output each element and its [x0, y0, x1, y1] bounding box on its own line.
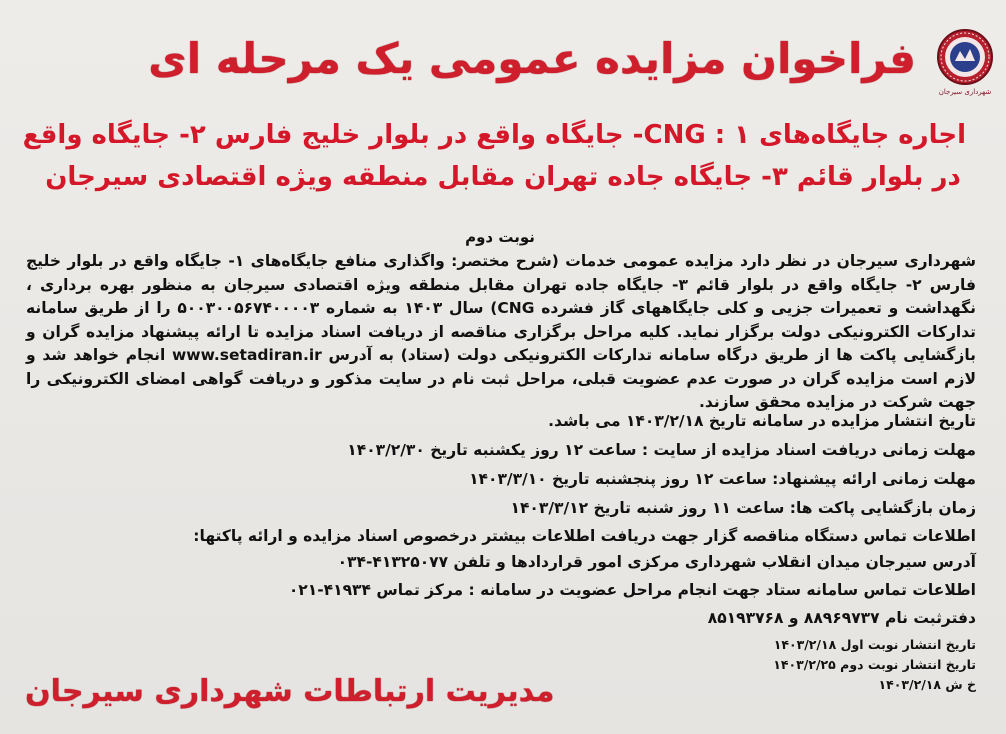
publication-code: خ ش ۱۴۰۳/۲/۱۸ [878, 677, 976, 692]
second-publication-date: تاریخ انتشار نوبت دوم ۱۴۰۳/۲/۲۵ [773, 657, 976, 672]
contact-info-title: اطلاعات تماس دستگاه مناقصه گزار جهت دریافت اطلاعات بیشتر درخصوص اسناد مزایده و ارائه پاکتها: [193, 527, 976, 545]
subtitle-line-2: در بلوار قائم ۳- جایگاه جاده تهران مقابل منطقه ویژه اقتصادی سیرجان [45, 162, 961, 192]
first-publication-date: تاریخ انتشار نوبت اول ۱۴۰۳/۲/۱۸ [773, 637, 976, 652]
setad-contact-line: اطلاعات تماس سامانه ستاد جهت انجام مراحل عضویت در سامانه : مرکز تماس ۴۱۹۳۴-۰۲۱ [288, 581, 976, 599]
municipality-logo-icon [936, 28, 994, 86]
envelope-opening-line: زمان بازگشایی پاکت ها: ساعت ۱۱ روز شنبه تاریخ ۱۴۰۳/۳/۱۲ [510, 499, 976, 517]
registry-office-line: دفترثبت نام ۸۸۹۶۹۷۳۷ و ۸۵۱۹۳۷۶۸ [707, 609, 976, 627]
ad-footer-signature: مدیریت ارتباطات شهرداری سیرجان [25, 674, 555, 709]
logo-caption: شهرداری سیرجان [938, 88, 992, 96]
address-line: آدرس سیرجان میدان انقلاب شهرداری مرکزی امور قراردادها و تلفن ۴۱۳۲۵۰۷۷-۰۳۴ [337, 553, 976, 571]
offer-deadline-line: مهلت زمانی ارائه پیشنهاد: ساعت ۱۲ روز پنجشنبه تاریخ ۱۴۰۳/۳/۱۰ [469, 470, 976, 488]
publication-date-line: تاریخ انتشار مزایده در سامانه تاریخ ۱۴۰۳/۲/۱۸ می باشد. [548, 412, 976, 430]
ad-header [0, 0, 1006, 100]
subtitle-line-1: اجاره جایگاه‌های CNG : ۱- جایگاه واقع در بلوار خلیج فارس ۲- جایگاه واقع [22, 120, 966, 150]
ad-title: فراخوان مزایده عمومی یک مرحله ای [148, 34, 916, 83]
documents-deadline-line: مهلت زمانی دریافت اسناد مزایده از سایت : ساعت ۱۲ روز یکشنبه تاریخ ۱۴۰۳/۲/۳۰ [347, 441, 976, 459]
ad-body-paragraph: شهرداری سیرجان در نظر دارد مزایده عمومی خدمات (شرح مختصر: واگذاری منافع جایگاه‌های ۱- جایگاه واقع در بلوار خلیج فارس ۲- جایگاه واقع در بلوار قائم ۳- جایگاه جاده تهران مقابل منطقه ویژه اقتصادی سیرجان به منظور بهره برداری ، نگهداشت و تعمیرات جزیی و کلی جایگاههای گاز فشرده CNG) سال ۱۴۰۳ به شماره ۵۰۰۳۰۰۵۶۷۴۰۰۰۰۳ را از طریق سامانه تدارکات الکترونیکی دولت برگزار نماید. کلیه مراحل برگزاری مناقصه از دریافت اسناد مزایده تا ارائه پیشنهاد مزایده گران و بازگشایی پاکت ها از طریق درگاه سامانه تدارکات الکترونیکی دولت (ستاد) به آدرس www.setadiran.ir انجام خواهد شد و لازم است مزایده گران در صورت عدم عضویت قبلی، مراحل ثبت نام در سایت مذکور و دریافت گواهی امضای الکترونیکی را جهت شرکت در مزایده محقق سازند. [26, 252, 977, 411]
round-label: نوبت دوم [465, 228, 535, 246]
